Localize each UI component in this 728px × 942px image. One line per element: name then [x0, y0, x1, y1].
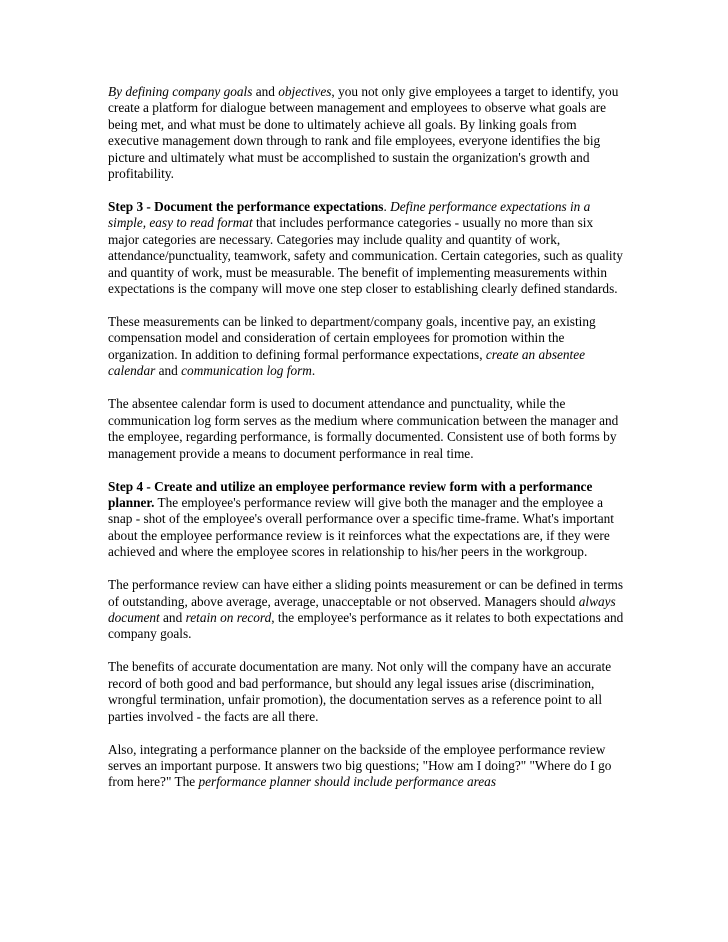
text-run: Define performance expectations in a simple, easy to read format — [108, 199, 591, 231]
text-run: and — [159, 609, 186, 625]
paragraph-absentee-calendar — [108, 396, 624, 462]
text-run: The absentee calendar form is used to document attendance and punctuality, while the communication log form serves as the medium where communication between the manager and the employee, regarding performance, is formally documented. Consistent use of both forms by management provide a means to document performance in real time. — [108, 396, 619, 461]
text-run: objectives — [278, 84, 332, 99]
paragraph-performance-review — [108, 577, 624, 643]
text-run: and — [252, 84, 279, 99]
text-run: , the employee's performance as it relates to both expectations and company goals. — [108, 609, 624, 642]
text-run: The employee's performance review will give both the manager and the employee a snap - shot of the employee's overall performance over a specific time-frame. What's important about the employee performance review is it reinforces what the expectations are, if they were achieved and where the employee scores in relationship to his/her peers in the workgroup. — [108, 494, 614, 560]
step-heading: Step 4 - Create and utilize an employee performance review form with a performance planner. — [108, 478, 593, 510]
text-run: always document — [108, 593, 616, 625]
text-run: The performance review can have either a sliding points measurement or can be defined in terms of outstanding, above average, average, unacceptable or not observed. Managers should — [108, 577, 624, 609]
paragraph-documentation-benefits — [108, 659, 624, 725]
paragraph-measurements — [108, 314, 624, 380]
paragraph-step-4 — [108, 479, 624, 561]
step-heading: Step 3 - Document the performance expectations — [108, 199, 384, 215]
text-run: These measurements can be linked to department/company goals, incentive pay, an existing compensation model and consideration of certain employees for promotion within the organization. In addition to defining formal performance expectations, — [108, 314, 596, 362]
paragraph-company-goals — [108, 84, 624, 182]
document-page — [108, 84, 624, 807]
text-run: performance planner should include performance areas — [198, 774, 496, 790]
text-run: . — [311, 363, 316, 379]
text-run: that includes performance categories - usually no more than six major categories are necessary. Categories may include quality and quantity of work, attendance/punctuality, teamwork, safety and communication. Certain categories, such as quality and quantity of work, must be measurable. The benefit of implementing measurements within expectations is the company will move one step closer to establishing clearly defined standards. — [108, 215, 623, 297]
text-run: By defining company goals — [108, 84, 253, 99]
text-run: Also, integrating a performance planner on the backside of the employee performance review serves an important purpose. It answers two big questions; "How am I doing?" "Where do I go from here?" The — [108, 741, 612, 790]
text-run: and — [155, 363, 182, 379]
text-run: . — [383, 199, 391, 215]
paragraph-step-3 — [108, 199, 624, 297]
text-run: The benefits of accurate documentation are many. Not only will the company have an accurate record of both good and bad performance, but should any legal issues arise (discrimination, wrongful termination, unfair promotion), the documentation serves as a reference point to all parties involved - the facts are all there. — [108, 659, 612, 724]
text-run: , you not only give employees a target to identify, you create a platform for dialogue between management and employees to observe what goals are being met, and what must be done to ultimately achieve all goals. By linking goals from executive management down through to rank and file employees, everyone identifies the big picture and ultimately what must be accomplished to sustain the organization's growth and profitability. — [108, 84, 619, 182]
text-run: create an absentee calendar — [108, 346, 586, 379]
text-run: retain on record — [185, 609, 272, 625]
paragraph-performance-planner — [108, 742, 624, 791]
text-run: communication log form — [181, 363, 312, 379]
